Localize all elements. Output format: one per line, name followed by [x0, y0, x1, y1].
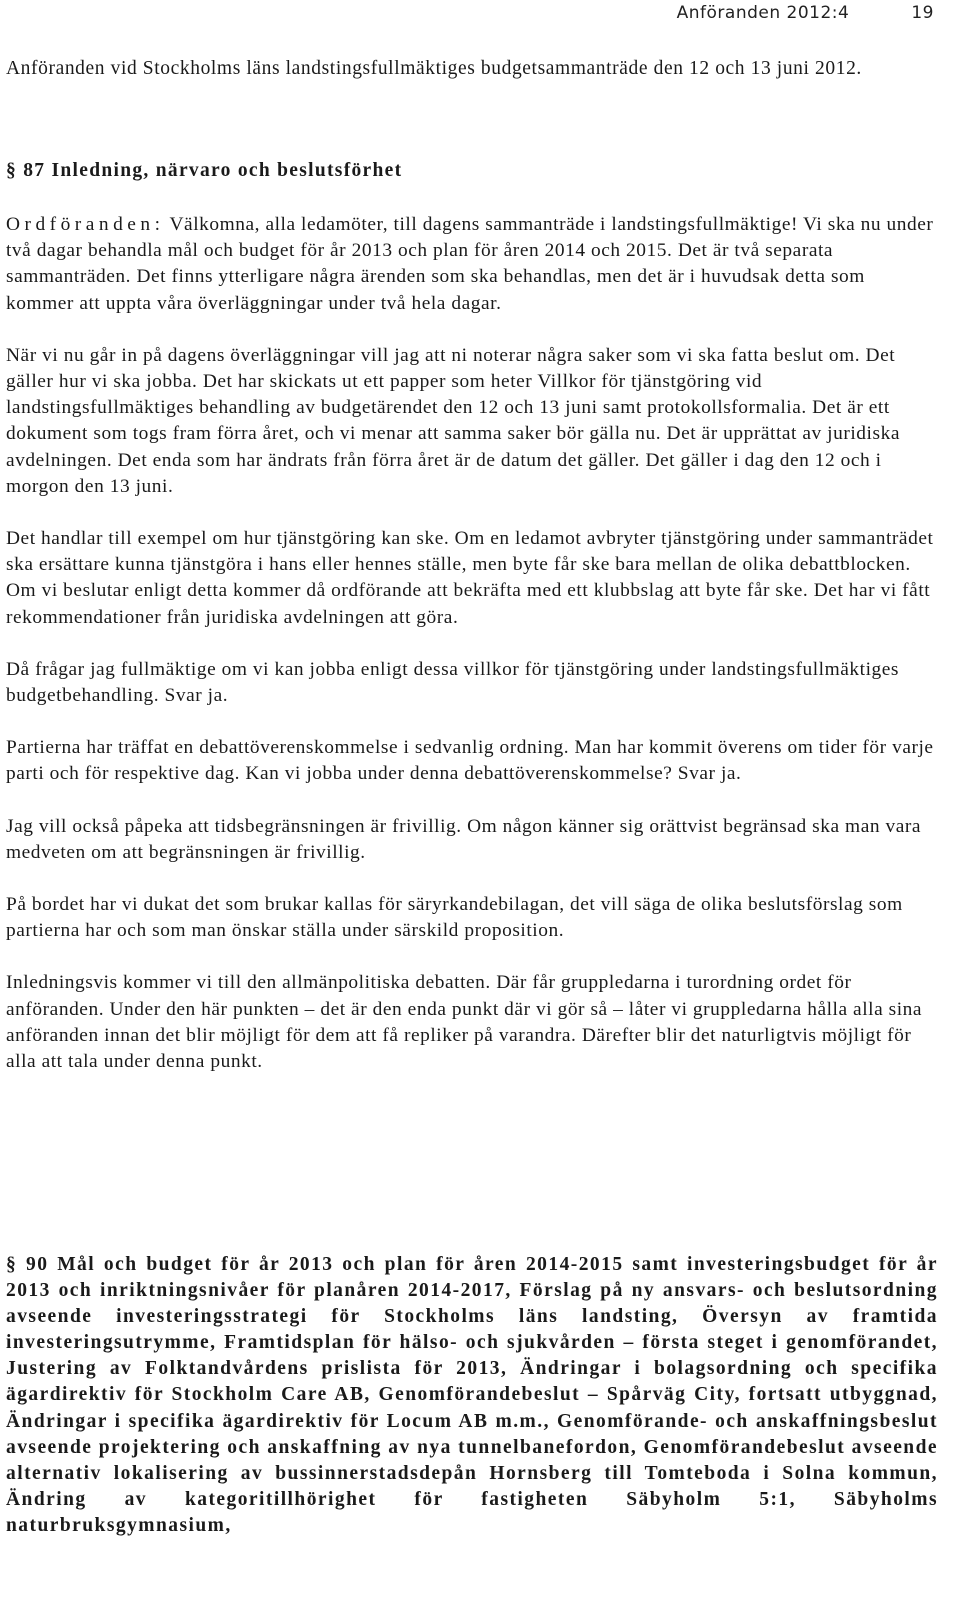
publication-title: Anföranden 2012:4	[676, 3, 850, 23]
paragraph-6: Jag vill också påpeka att tidsbegränsningen är frivillig. Om någon känner sig orättvist begränsad ska man vara medveten om att begränsningen är frivillig.	[6, 815, 922, 863]
running-header	[677, 3, 934, 23]
page-number: 19	[911, 3, 934, 23]
paragraph-5: Partierna har träffat en debattöverenskommelse i sedvanlig ordning. Man har kommit överens om tider för varje parti och för respektive dag. Kan vi jobba under denna debattöverenskommelse? Svar ja.	[6, 737, 934, 785]
speaker-label: Ordföranden:	[6, 214, 165, 235]
paragraph-1	[6, 212, 936, 317]
paragraph-1-text: Välkomna, alla ledamöter, till dagens sammanträde i landstingsfullmäktige! Vi ska nu under två dagar behandla mål och budget för år 2013 och plan för åren 2014 och 2015. Det är två separata sammanträden. Det finns ytterligare några ärenden som ska behandlas, men det är i huvudsak detta som kommer att uppta våra överläggningar under två hela dagar.	[6, 214, 934, 314]
section-90-heading: § 90 Mål och budget för år 2013 och plan för åren 2014-2015 samt investeringsbudget för år 2013 och inriktningsnivåer för planåren 2014-2017, Förslag på ny ansvars- och beslutsordning avseende investeringsstrategi för Stockholms läns landsting, Översyn av framtida investeringsutrymme, Framtidsplan för hälso- och sjukvården – första steget i genomförandet, Justering av Folktandvårdens prislista för 2013, Ändringar i bolagsordning och specifika ägardirektiv för Stockholm Care AB, Genomförandebeslut – Spårväg City, fortsatt utbyggnad, Ändringar i specifika ägardirektiv för Locum AB m.m., Genomförande- och anskaffningsbeslut avseende projektering och anskaffning av nya tunnelbanefordon, Genomförandebeslut avseende alternativ lokalisering av bussinnerstadsdepån Hornsberg till Tomteboda i Solna kommun, Ändring av kategoritillhörighet för fastigheten Säbyholm 5:1, Säbyholms naturbruksgymnasium,	[6, 1254, 938, 1536]
section-87	[6, 160, 934, 182]
paragraph-2: När vi nu går in på dagens överläggningar vill jag att ni noterar några saker som vi ska fatta beslut om. Det gäller hur vi ska jobba. Det har skickats ut ett papper som heter Villkor för tjänstgöring vid landstingsfullmäktiges behandling av budgetärendet den 12 och 13 juni samt protokollsformalia. Det är ett dokument som togs fram förra året, och vi menar att samma saker bör gälla nu. Det är upprättat av juridiska avdelningen. Det enda som har ändrats från förra året är de datum det gäller. Det gäller i dag den 12 och i morgon den 13 juni.	[6, 344, 900, 497]
paragraph-7: På bordet har vi dukat det som brukar kallas för säryrkandebilagan, det vill säga de olika beslutsförslag som partierna har och som man önskar ställa under särskild proposition.	[6, 894, 903, 942]
intro-text: Anföranden vid Stockholms läns landstingsfullmäktiges budgetsammanträde den 12 och 13 juni 2012.	[6, 58, 862, 79]
paragraph-3: Det handlar till exempel om hur tjänstgöring kan ske. Om en ledamot avbryter tjänstgöring under sammanträdet ska ersättare kunna tjänstgöra i hans eller hennes ställe, men byte får ske bara mellan de olika debattblocken. Om vi beslutar enligt detta kommer då ordförande att bekräfta med ett klubbslag att byte får ske. Det har vi fått rekommendationer från juridiska avdelningen att göra.	[6, 528, 934, 628]
speech-body	[6, 212, 936, 1101]
section-87-heading: § 87 Inledning, närvaro och beslutsförhet	[6, 160, 403, 181]
paragraph-4: Då frågar jag fullmäktige om vi kan jobba enligt dessa villkor för tjänstgöring under landstingsfullmäktiges budgetbehandling. Svar ja.	[6, 658, 900, 707]
paragraph-8: Inledningsvis kommer vi till den allmänpolitiska debatten. Där får gruppledarna i turordning ordet för anföranden. Under den här punkten – det är den enda punkt där vi gör så – låter vi gruppledarna hålla alla sina anföranden innan det blir möjligt för dem att få repliker på varandra. Därefter blir det naturligtvis möjligt för alla att tala under denna punkt.	[6, 972, 923, 1073]
